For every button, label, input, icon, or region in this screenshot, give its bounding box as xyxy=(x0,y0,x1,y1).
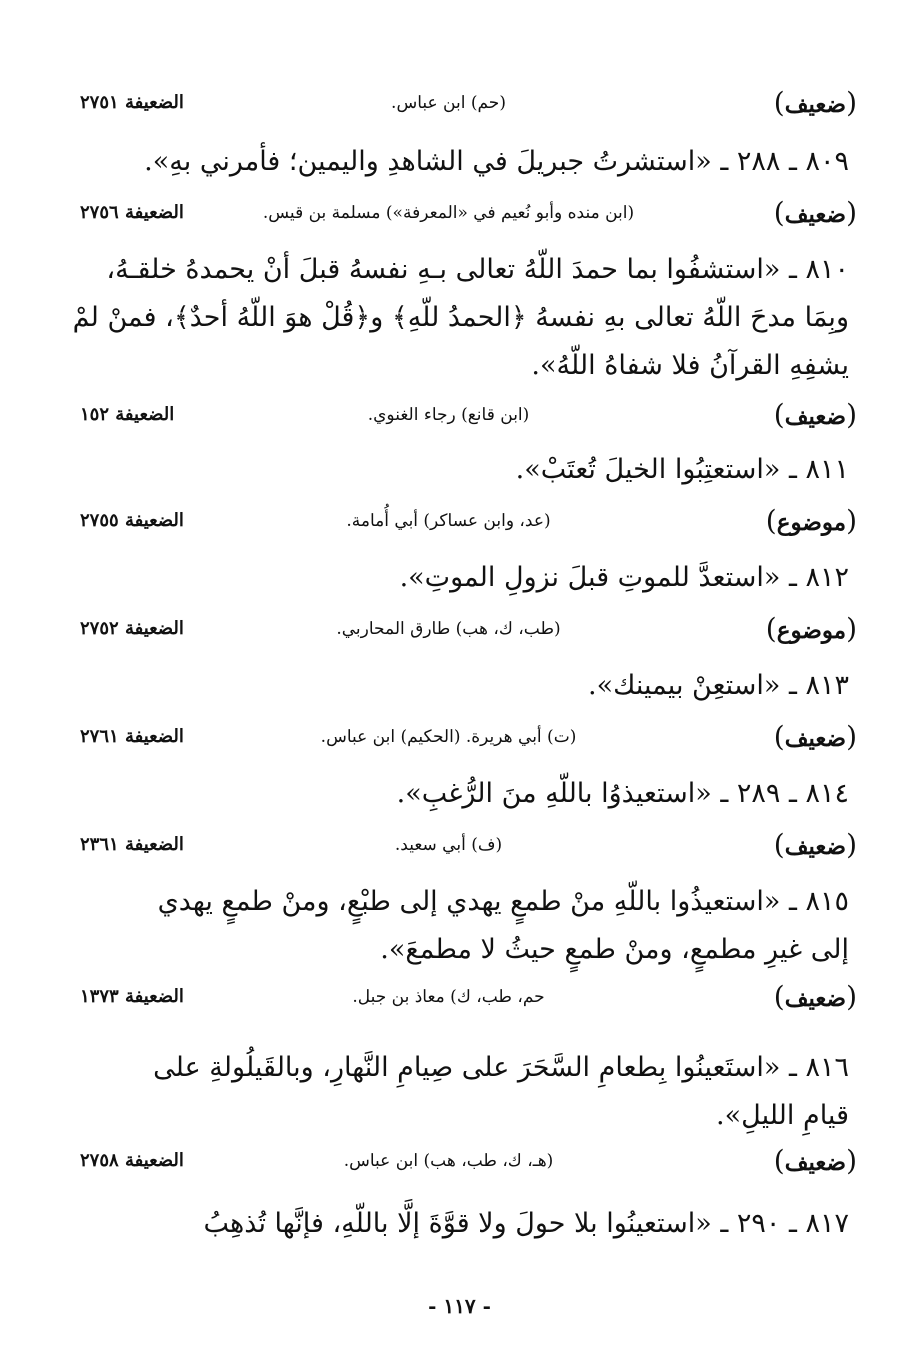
attribution: (حم) ابن عباس. xyxy=(391,93,506,113)
attribution: (عد، وابن عساكر) أبي أُمامة. xyxy=(346,511,551,531)
source-line xyxy=(70,826,857,866)
hadith-line: قيامِ الليلِ». xyxy=(716,1100,849,1131)
reference: الضعيفة ٢٧٦١ xyxy=(80,726,184,747)
source-line xyxy=(70,978,857,1018)
reference: الضعيفة ٢٧٥٨ xyxy=(80,1150,184,1171)
hadith-line: ٨١٢ ـ «استعدَّ للموتِ قبلَ نزولِ الموتِ». xyxy=(399,562,849,593)
attribution: (هـ، ك، طب، هب) ابن عباس. xyxy=(343,1151,554,1171)
attribution: (طب، ك، هب) طارق المحاربي. xyxy=(336,619,561,639)
reference: الضعيفة ٢٧٥٢ xyxy=(80,618,184,639)
page-number: - ١١٧ - xyxy=(428,1294,491,1318)
grade-label: (موضوع) xyxy=(765,504,857,537)
attribution: حم، طب، ك) معاذ بن جبل. xyxy=(352,987,545,1007)
source-line xyxy=(70,718,857,758)
grade-label: (ضعيف) xyxy=(773,86,857,119)
reference: الضعيفة ٢٧٥٥ xyxy=(80,510,184,531)
grade-label: (ضعيف) xyxy=(773,980,857,1013)
source-line xyxy=(70,396,857,436)
hadith-line: ٨١٥ ـ «استعيذُوا باللّهِ منْ طمعٍ يهدي إلى طبْعٍ، ومنْ طمعٍ يهدي xyxy=(157,886,849,917)
grade-label: (ضعيف) xyxy=(773,720,857,753)
hadith-line: ٨١٠ ـ «استشفُوا بما حمدَ اللّهُ تعالى بـهِ نفسهُ قبلَ أنْ يحمدهُ خلقـهُ، xyxy=(106,254,849,285)
reference: الضعيفة ١٣٧٣ xyxy=(80,986,184,1007)
source-line xyxy=(70,502,857,542)
hadith-line: ٨١٤ ـ ٢٨٩ ـ «استعيذوُا باللّهِ منَ الرُّغبِ». xyxy=(396,778,849,809)
hadith-line: ٨١٣ ـ «استعِنْ بيمينك». xyxy=(588,670,849,701)
source-line xyxy=(70,610,857,650)
hadith-line: إلى غيرِ مطمعٍ، ومنْ طمعٍ حيثُ لا مطمعَ». xyxy=(380,934,849,965)
grade-label: (ضعيف) xyxy=(773,196,857,229)
grade-label: (موضوع) xyxy=(765,612,857,645)
source-line xyxy=(70,194,857,234)
grade-label: (ضعيف) xyxy=(773,398,857,431)
source-line xyxy=(70,1142,857,1182)
grade-label: (ضعيف) xyxy=(773,828,857,861)
reference: الضعيفة ٢٧٥٦ xyxy=(80,202,184,223)
attribution: (ابن منده وأبو نُعيم في «المعرفة») مسلمة بن قيس. xyxy=(262,203,635,223)
hadith-line: وبِمَا مدحَ اللّهُ تعالى بهِ نفسهُ ﴿الحمدُ للّهِ﴾ و﴿قُلْ هوَ اللّهُ أحدٌ﴾، فمنْ لمْ xyxy=(72,302,849,333)
hadith-line: ٨١٦ ـ «استَعينُوا بِطعامِ السَّحَرَ على صِيامِ النَّهارِ، وبالقَيلُولةِ على xyxy=(153,1052,849,1083)
hadith-line: ٨٠٩ ـ ٢٨٨ ـ «استشرتُ جبريلَ في الشاهدِ واليمين؛ فأمرني بهِ». xyxy=(144,146,849,177)
reference: الضعيفة ١٥٢ xyxy=(80,404,175,425)
hadith-line: ٨١٧ ـ ٢٩٠ ـ «استعينُوا بلا حولَ ولا قوَّةَ إلَّا باللّهِ، فإنَّها تُذهِبُ xyxy=(203,1208,849,1239)
hadith-line: يشفِهِ القرآنُ فلا شفاهُ اللّهُ». xyxy=(531,350,849,381)
attribution: (ابن قانع) رجاء الغنوي. xyxy=(367,405,530,425)
attribution: (ت) أبي هريرة. (الحكيم) ابن عباس. xyxy=(320,727,577,747)
hadith-line: ٨١١ ـ «استعتِبُوا الخيلَ تُعتَبْ». xyxy=(515,454,849,485)
grade-label: (ضعيف) xyxy=(773,1144,857,1177)
reference: الضعيفة ٢٣٦١ xyxy=(80,834,184,855)
source-line xyxy=(70,84,857,124)
attribution: (ف) أبي سعيد. xyxy=(394,835,503,855)
reference: الضعيفة ٢٧٥١ xyxy=(80,92,184,113)
